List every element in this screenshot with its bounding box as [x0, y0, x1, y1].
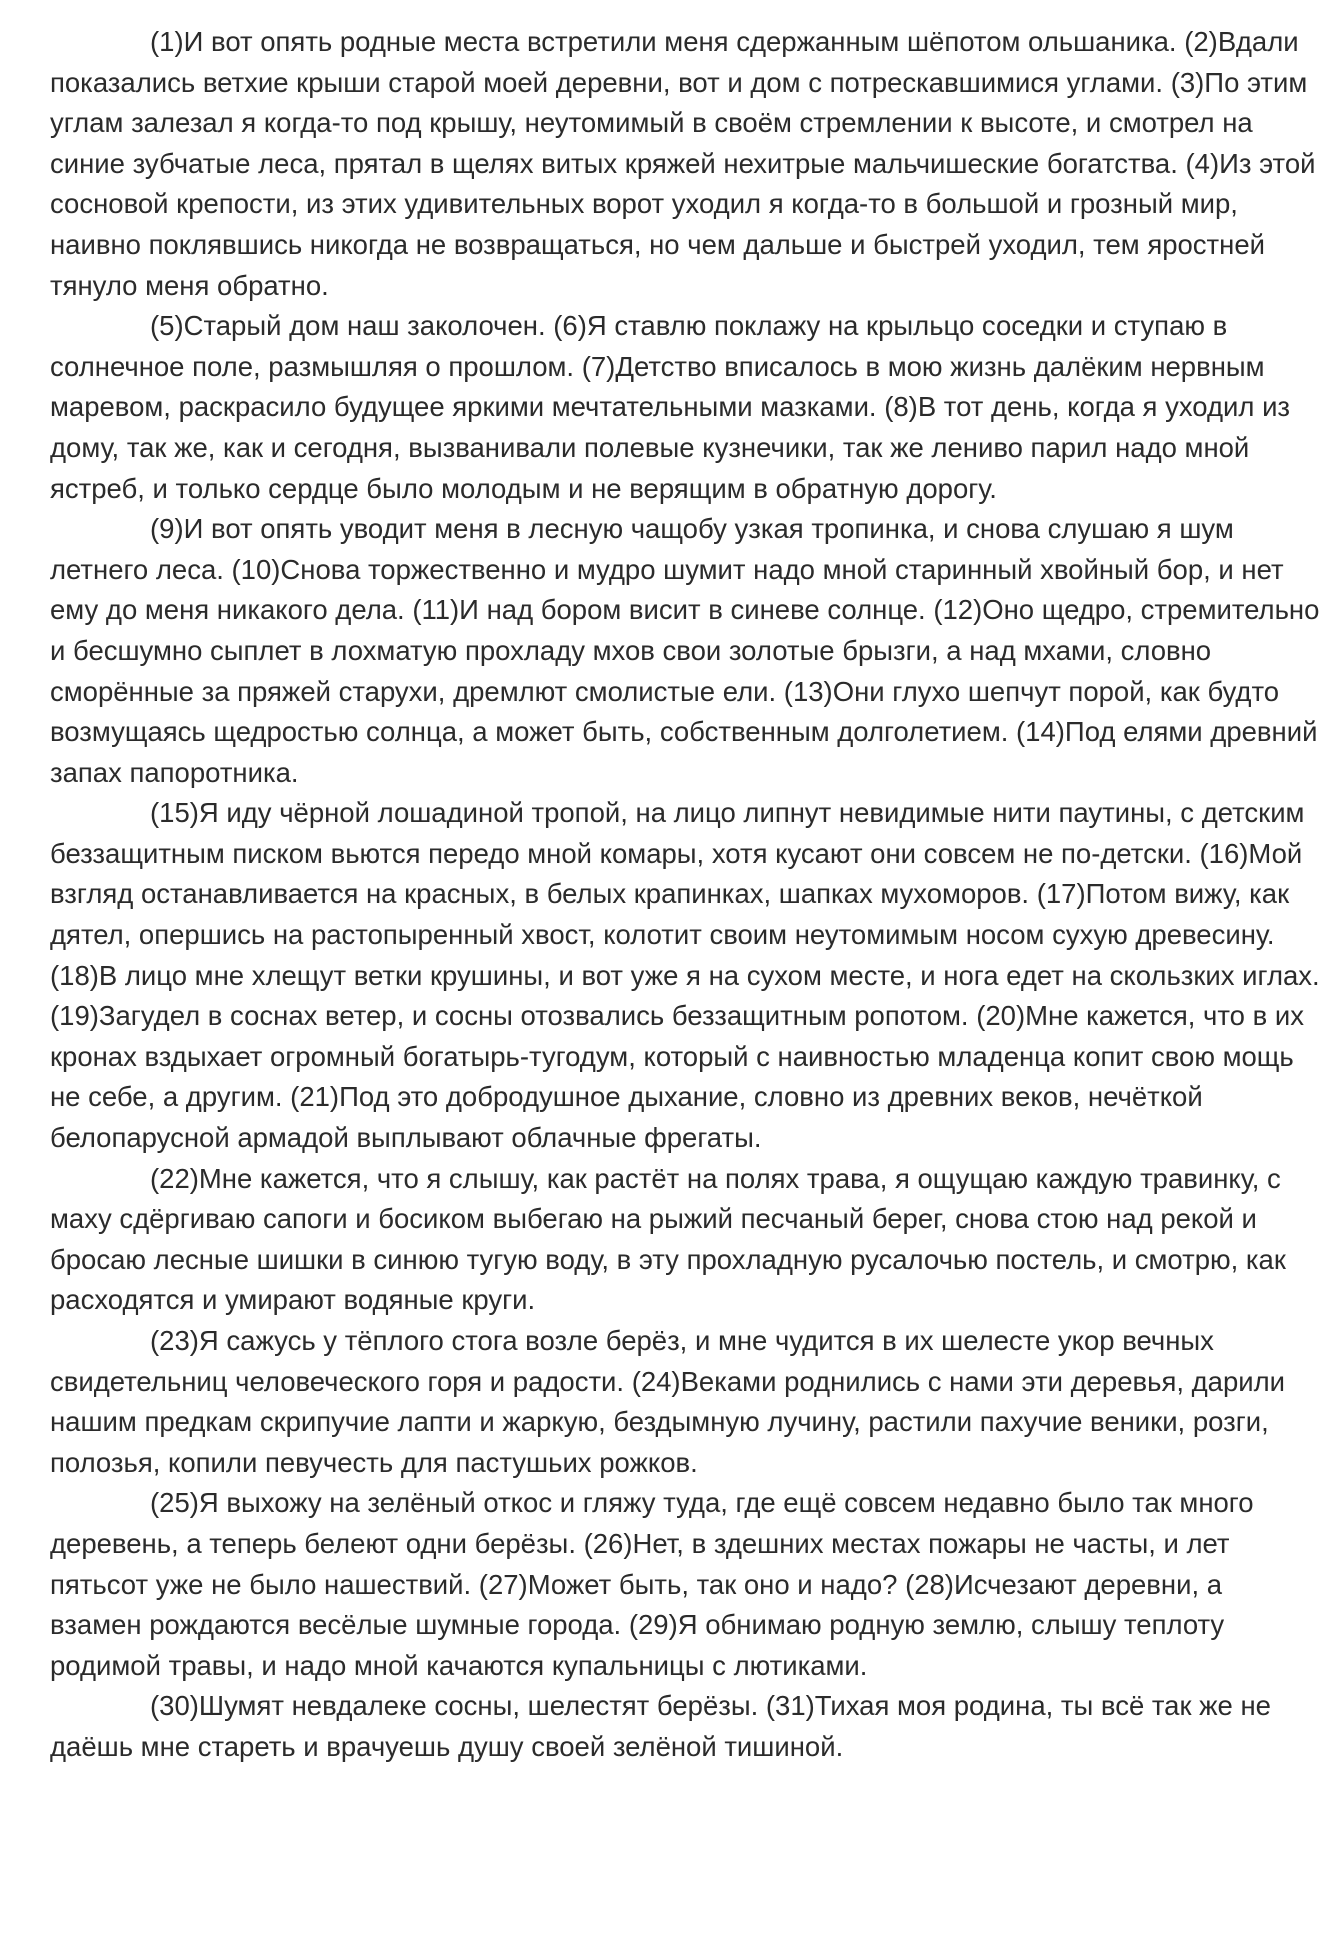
paragraph-5: (22)Мне кажется, что я слышу, как растёт на полях трава, я ощущаю каждую травинку, с маху сдёргиваю сапоги и босиком выбегаю на рыжий песчаный берег, снова стою над рекой и бросаю лесные шишки в синюю тугую воду, в эту прохладную русалочью постель, и смотрю, как расходятся и умирают водяные круги. [50, 1162, 1286, 1316]
paragraph-4: (15)Я иду чёрной лошадиной тропой, на лицо липнут невидимые нити паутины, с детским беззащитным писком вьются передо мной комары, хотя кусают они совсем не по-детски. (16)Мой взгляд останавливается на красных, в белых крапинках, шапках мухоморов. (17)Потом вижу, как дятел, опершись на растопыренный хвост, колотит своим неутомимым носом сухую древесину. (18)В лицо мне хлещут ветки крушины, и вот уже я на сухом месте, и нога едет на скользких иглах. (19)Загудел в соснах ветер, и сосны отозвались беззащитным ропотом. (20)Мне кажется, что в их кронах вздыхает огромный богатырь-тугодум, который с наивностью младенца копит свою мощь не себе, а другим. (21)Под это добродушное дыхание, словно из древних веков, нечёткой белопарусной армадой выплывают облачные фрегаты. [50, 797, 1320, 1154]
paragraph-8: (30)Шумят невдалеке сосны, шелестят берёзы. (31)Тихая моя родина, ты всё так же не даёшь мне стареть и врачуешь душу своей зелёной тишиной. [50, 1690, 1271, 1762]
paragraph-3: (9)И вот опять уводит меня в лесную чащобу узкая тропинка, и снова слушаю я шум летнего леса. (10)Снова торжественно и мудро шумит надо мной старинный хвойный бор, и нет ему до меня никакого дела. (11)И над бором висит в синеве солнце. (12)Оно щедро, стремительно и бесшумно сыплет в лохматую прохладу мхов свои золотые брызги, а над мхами, словно сморённые за пряжей старухи, дремлют смолистые ели. (13)Они глухо шепчут порой, как будто возмущаясь щедростью солнца, а может быть, собственным долголетием. (14)Под елями древний запах папоротника. [50, 513, 1320, 788]
document-body [50, 22, 1320, 1768]
paragraph-2: (5)Старый дом наш заколочен. (6)Я ставлю поклажу на крыльцо соседки и ступаю в солнечное поле, размышляя о прошлом. (7)Детство вписалось в мою жизнь далёким нервным маревом, раскрасило будущее яркими мечтательными мазками. (8)В тот день, когда я уходил из дому, так же, как и сегодня, вызванивали полевые кузнечики, так же лениво парил надо мной ястреб, и только сердце было молодым и не верящим в обратную дорогу. [50, 310, 1291, 504]
paragraph-6: (23)Я сажусь у тёплого стога возле берёз, и мне чудится в их шелесте укор вечных свидетельниц человеческого горя и радости. (24)Веками роднились с нами эти деревья, дарили нашим предкам скрипучие лапти и жаркую, бездымную лучину, растили пахучие веники, розги, полозья, копили певучесть для пастушьих рожков. [50, 1325, 1286, 1478]
paragraph-1: (1)И вот опять родные места встретили меня сдержанным шёпотом ольшаника. (2)Вдали показались ветхие крыши старой моей деревни, вот и дом с потрескавшимися углами. (3)По этим углам залезал я когда-то под крышу, неутомимый в своём стремлении к высоте, и смотрел на синие зубчатые леса, прятал в щелях витых кряжей нехитрые мальчишеские богатства. (4)Из этой сосновой крепости, из этих удивительных ворот уходил я когда-то в большой и грозный мир, наивно поклявшись никогда не возвращаться, но чем дальше и быстрей уходил, тем яростней тянуло меня обратно. [50, 26, 1316, 301]
paragraph-7: (25)Я выхожу на зелёный откос и гляжу туда, где ещё совсем недавно было так много деревень, а теперь белеют одни берёзы. (26)Нет, в здешних местах пожары не часты, и лет пятьсот уже не было нашествий. (27)Может быть, так оно и надо? (28)Исчезают деревни, а взамен рождаются весёлые шумные города. (29)Я обнимаю родную землю, слышу теплоту родимой травы, и надо мной качаются купальницы с лютиками. [50, 1487, 1254, 1681]
